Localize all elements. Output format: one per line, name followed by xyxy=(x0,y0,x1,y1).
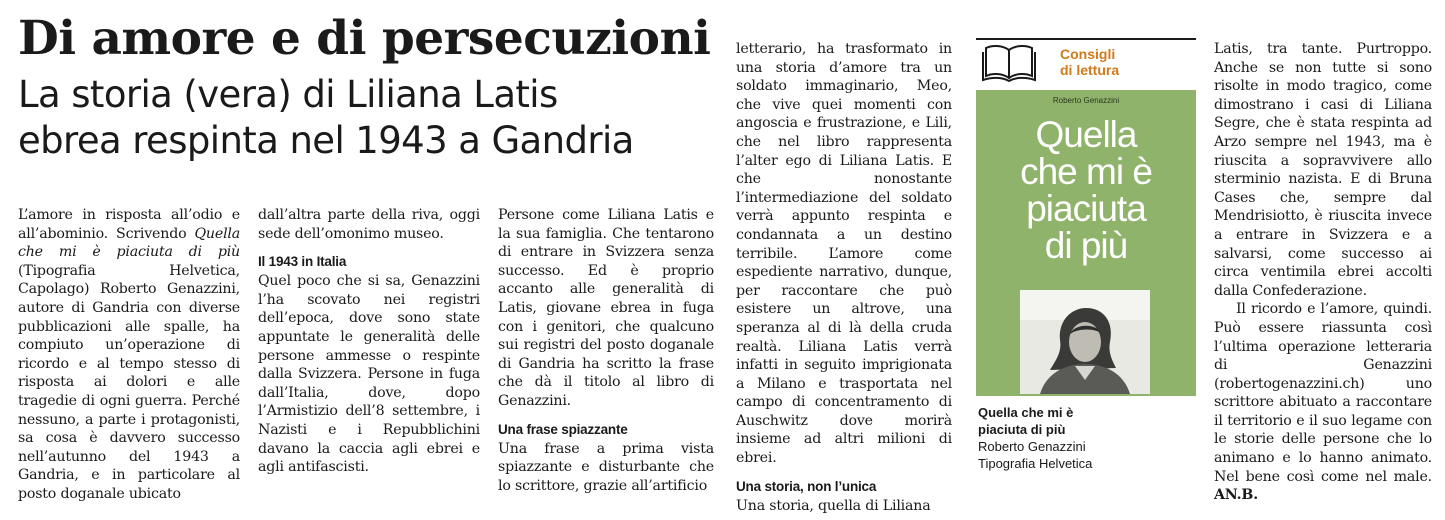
open-book-icon xyxy=(982,42,1036,82)
book-meta xyxy=(978,438,1194,472)
cover-title-line: che mi è xyxy=(1020,151,1152,192)
cover-title xyxy=(976,116,1196,264)
paragraph: letterario, ha trasformato in una storia d’amore tra un soldato immaginario, Meo, che vive quei momenti con angoscia e frustrazione, e Lili, che nel libro rappresenta l’alter ego di Liliana Latis. E che nonostante l’intermediazione del soldato verrà appunto respinta e condannata a un destino terribile. L’amore come espediente narrativo, dunque, per raccontare che può esistere un altrove, una speranza al di là della cruda realtà. Liliana Latis verrà infatti in seguito imprigionata a Milano e trasportata nel campo di concentramento di Auschwitz dove morirà insieme ad altri milioni di ebrei. xyxy=(736,41,952,467)
reading-label-line: Consigli xyxy=(1060,46,1116,62)
article-column-5 xyxy=(1214,40,1432,505)
article-column-2 xyxy=(258,206,480,477)
cover-title-line: Quella xyxy=(1035,114,1137,155)
headline: Di amore e di persecuzioni xyxy=(18,11,711,66)
author-signature: AN.B. xyxy=(1214,487,1258,504)
paragraph: Una storia, quella di Liliana xyxy=(736,497,931,514)
cover-author: Roberto Genazzini xyxy=(1052,96,1120,105)
subheadline-line: La storia (vera) di Liliana Latis xyxy=(18,73,558,116)
paragraph: Persone come Liliana Latis e la sua famiglia. Che tentarono di entrare in Svizzera senza successo. Ed è proprio accanto alle generalità di Latis, giovane ebrea in fuga con i genitori, che qualcuno sui registri del posto doganale di Gandria ha scritto la frase che dà il titolo al libro di Genazzini. xyxy=(498,207,714,409)
paragraph: Latis, tra tante. Purtroppo. Anche se non tutte si sono risolte in modo tragico, come dimostrano i casi di Liliana Segre, che è stata respinta ad Arzo sempre nel 1943, ma è riuscita a sopravvivere allo sterminio nazista. E di Bruna Cases che, sempre dal Mendrisiotto, è riuscita invece a entrare in Svizzera e a salvarsi, come successo ai circa ventimila ebrei accolti dalla Confederazione. xyxy=(1214,41,1432,299)
reading-label-line: di lettura xyxy=(1060,62,1120,78)
book-title xyxy=(978,404,1194,438)
cover-title-line: di più xyxy=(1044,225,1128,266)
text-run: (Tipografia Helvetica, Capolago) Roberto Genazzini, autore di Gandria con diverse pubblicazioni alle spalle, ha compiuto un’operazione di ricordo e al tempo stesso di risposta ai dolori e alle tragedie di ogni guerra. Perché nessuno, a parte i protagonisti, sa cosa è davvero successo nell’autunno del 1943 a Gandria, e in particolare al posto doganale ubicato xyxy=(18,262,240,502)
book-author: Roberto Genazzini xyxy=(978,439,1086,454)
book-cover xyxy=(976,90,1196,396)
section-heading: Una frase spiazzante xyxy=(498,421,628,437)
section-heading: Il 1943 in Italia xyxy=(258,254,347,270)
subheadline xyxy=(18,72,728,164)
text-run: Il ricordo e l’amore, quindi. Può essere riassunta così l’ultima operazione letteraria di Genazzini (robertogenazzini.ch) uno scrittore abituato a raccontare il territorio e il suo legame con le storie delle persone che lo animano e lo hanno animato. Nel bene così come nel male. xyxy=(1214,301,1432,485)
text-run: L’amore in risposta all’odio e all’abominio. Scrivendo xyxy=(18,207,240,242)
reading-label xyxy=(1060,46,1190,78)
cover-portrait-photo xyxy=(1020,290,1150,394)
book-title-italic: Quella che mi è piaciuta di più xyxy=(18,225,240,261)
cover-title-line: piaciuta xyxy=(1026,188,1146,229)
paragraph: dall’altra parte della riva, oggi sede dell’omonimo museo. xyxy=(258,207,480,242)
book-title-line: Quella che mi è xyxy=(978,405,1074,420)
paragraph xyxy=(18,206,240,504)
reading-header xyxy=(976,38,1196,88)
article-column-4 xyxy=(736,40,952,515)
subheadline-line: ebrea respinta nel 1943 a Gandria xyxy=(18,119,634,162)
section-heading: Una storia, non l’unica xyxy=(736,478,877,494)
paragraph: Una frase a prima vista spiazzante e disturbante che lo scrittore, grazie all’artificio xyxy=(498,440,714,494)
paragraph xyxy=(1214,300,1432,505)
book-title-line: piaciuta di più xyxy=(978,422,1066,437)
article-column-3 xyxy=(498,206,714,495)
article-column-1 xyxy=(18,206,240,504)
book-publisher: Tipografia Helvetica xyxy=(978,456,1093,471)
reading-suggestion-box xyxy=(976,38,1196,478)
paragraph: Quel poco che si sa, Genazzini l’ha scovato nei registri dell’epoca, dove sono state appuntate le generalità delle persone ammesse o respinte dalla Svizzera. Persone in fuga dall’Italia, dove, dopo l’Armistizio dell’8 settembre, i Nazisti e i Repubblichini davano la caccia agli ebrei e agli antifascisti. xyxy=(258,273,480,476)
